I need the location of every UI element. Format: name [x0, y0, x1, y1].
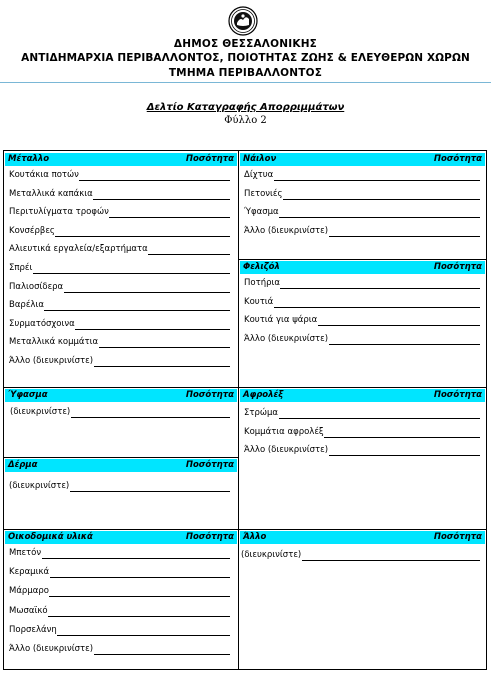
quantity-entry-line[interactable]: [274, 307, 480, 308]
item-label: Ύφασμα: [244, 207, 279, 217]
item-felizol-1: [244, 298, 480, 310]
row-divider: [238, 259, 486, 260]
item-felizol-3: [244, 335, 480, 347]
quantity-entry-line[interactable]: [318, 325, 480, 326]
quantity-entry-line[interactable]: [279, 217, 480, 218]
item-allo-0: [241, 551, 480, 563]
header-section: ΤΜΗΜΑ ΠΕΡΙΒΑΛΛΟΝΤΟΣ: [168, 67, 323, 79]
quantity-entry-line[interactable]: [94, 366, 230, 367]
section-header-building-materials: [5, 531, 237, 544]
item-yfasma-0: [10, 408, 230, 420]
item-metallo-9: [9, 338, 230, 350]
item-label: Άλλο (διευκρινίστε): [244, 225, 329, 236]
section-header-other: [240, 531, 485, 544]
item-label: Δίχτυα: [244, 170, 274, 180]
item-metallo-1: [9, 190, 230, 202]
item-afrolex-2: [244, 446, 480, 458]
item-metallo-7: [9, 301, 230, 313]
item-oikodomika-1: [9, 568, 230, 580]
quantity-entry-line[interactable]: [70, 491, 230, 492]
item-label: Περιτυλίγματα τροφών: [9, 207, 109, 218]
quantity-entry-line[interactable]: [57, 635, 230, 636]
quantity-entry-line[interactable]: [75, 329, 230, 330]
item-metallo-0: [9, 171, 230, 183]
item-label: Κεραμικά: [9, 567, 50, 578]
item-label: Κονσέρβες: [9, 225, 55, 236]
section-header-leather: [5, 459, 237, 472]
quantity-label: Ποσότητα: [433, 262, 482, 272]
quantity-entry-line[interactable]: [329, 455, 480, 456]
section-title: Δέρμα: [8, 460, 38, 470]
row-divider: [4, 529, 486, 530]
quantity-entry-line[interactable]: [99, 347, 230, 348]
item-label: Παλιοσίδερα: [9, 281, 64, 292]
item-label: Βαρέλια: [9, 300, 44, 311]
quantity-entry-line[interactable]: [109, 217, 230, 218]
quantity-entry-line[interactable]: [329, 344, 480, 345]
quantity-entry-line[interactable]: [280, 288, 480, 289]
quantity-entry-line[interactable]: [324, 437, 480, 438]
quantity-entry-line[interactable]: [64, 292, 230, 293]
quantity-entry-line[interactable]: [49, 596, 230, 597]
item-label: (διευκρινίστε): [241, 550, 302, 560]
row-divider: [4, 387, 486, 388]
item-label: Πορσελάνη: [9, 624, 57, 635]
quantity-entry-line[interactable]: [42, 558, 230, 559]
item-derma-0: [9, 482, 230, 494]
quantity-entry-line[interactable]: [79, 180, 230, 181]
item-label: Άλλο (διευκρινίστε): [9, 356, 94, 366]
section-title: Οικοδομικά υλικά: [8, 532, 93, 542]
item-label: Μεταλλικά κομμάτια: [9, 337, 99, 348]
item-nailon-0: [244, 171, 480, 183]
item-label: Κουτάκια ποτών: [9, 170, 79, 180]
section-title: Ύφασμα: [8, 390, 48, 400]
item-nailon-1: [244, 190, 480, 202]
item-metallo-5: [9, 264, 230, 276]
quantity-entry-line[interactable]: [148, 254, 230, 255]
item-oikodomika-0: [9, 549, 230, 561]
row-divider: [4, 457, 238, 458]
section-title: Αφρολέξ: [243, 390, 284, 400]
item-label: Πετονιές: [244, 188, 283, 199]
item-felizol-2: [244, 316, 480, 328]
section-title: Άλλο: [243, 532, 267, 542]
item-label: Ποτήρια: [244, 278, 280, 288]
item-label: Μπετόν: [9, 548, 42, 558]
item-label: (διευκρινίστε): [10, 407, 71, 417]
quantity-entry-line[interactable]: [33, 273, 230, 274]
item-label: Αλιευτικά εργαλεία/εξαρτήματα: [9, 244, 148, 255]
item-label: Συρματόσχοινα: [9, 318, 75, 329]
quantity-label: Ποσότητα: [185, 532, 234, 542]
header-department: ΑΝΤΙΔΗΜΑΡΧΙΑ ΠΕΡΙΒΑΛΛΟΝΤΟΣ, ΠΟΙΟΤΗΤΑΣ ΖΩΗΣ & ΕΛΕΥΘΕΡΩΝ ΧΩΡΩΝ: [21, 52, 470, 64]
item-metallo-10: [9, 357, 230, 369]
section-title: Μέταλλο: [8, 154, 50, 164]
item-label: (διευκρινίστε): [9, 481, 70, 491]
form-title: Δελτίο Καταγραφής Απορριμμάτων: [146, 102, 345, 113]
item-label: Μωσαϊκό: [9, 605, 48, 616]
quantity-entry-line[interactable]: [55, 236, 230, 237]
item-nailon-2: [244, 208, 480, 220]
item-label: Στρώμα: [244, 408, 279, 418]
quantity-entry-line[interactable]: [44, 310, 230, 311]
item-metallo-3: [9, 227, 230, 239]
quantity-label: Ποσότητα: [433, 532, 482, 542]
item-label: Κομμάτια αφρολέξ: [244, 426, 324, 437]
item-afrolex-0: [244, 409, 480, 421]
section-header-foam-rubber: [240, 389, 485, 402]
quantity-entry-line[interactable]: [302, 560, 480, 561]
column-divider: [238, 151, 239, 669]
quantity-entry-line[interactable]: [274, 180, 480, 181]
header-divider: [0, 82, 491, 83]
quantity-label: Ποσότητα: [185, 154, 234, 164]
item-afrolex-1: [244, 428, 480, 440]
quantity-entry-line[interactable]: [94, 654, 230, 655]
item-metallo-8: [9, 320, 230, 332]
item-label: Κουτιά: [244, 296, 274, 307]
quantity-label: Ποσότητα: [185, 390, 234, 400]
municipal-seal-icon: [228, 6, 258, 36]
item-nailon-3: [244, 227, 480, 239]
quantity-label: Ποσότητα: [185, 460, 234, 470]
waste-record-table: [3, 150, 487, 670]
item-label: Άλλο (διευκρινίστε): [244, 333, 329, 344]
section-title: Φελιζόλ: [243, 262, 280, 272]
section-title: Νάιλον: [243, 154, 277, 164]
quantity-entry-line[interactable]: [283, 199, 480, 200]
item-oikodomika-2: [9, 587, 230, 599]
item-metallo-6: [9, 283, 230, 295]
header-municipality: ΔΗΜΟΣ ΘΕΣΣΑΛΟΝΙΚΗΣ: [173, 38, 318, 50]
item-metallo-2: [9, 208, 230, 220]
section-header-fabric: [5, 389, 237, 402]
quantity-entry-line[interactable]: [329, 236, 480, 237]
item-oikodomika-3: [9, 607, 230, 619]
quantity-label: Ποσότητα: [433, 390, 482, 400]
item-label: Άλλο (διευκρινίστε): [244, 445, 329, 455]
quantity-entry-line[interactable]: [93, 199, 230, 200]
quantity-entry-line[interactable]: [279, 418, 480, 419]
item-oikodomika-5: [9, 645, 230, 657]
quantity-entry-line[interactable]: [48, 616, 230, 617]
item-metallo-4: [9, 245, 230, 257]
item-felizol-0: [244, 279, 480, 291]
item-oikodomika-4: [9, 626, 230, 638]
quantity-label: Ποσότητα: [433, 154, 482, 164]
quantity-entry-line[interactable]: [71, 417, 230, 418]
item-label: Άλλο (διευκρινίστε): [9, 644, 94, 654]
item-label: Μεταλλικά καπάκια: [9, 188, 93, 199]
quantity-entry-line[interactable]: [50, 577, 230, 578]
sheet-number: Φύλλο 2: [224, 115, 267, 126]
item-label: Κουτιά για ψάρια: [244, 315, 318, 325]
section-header-metal: [5, 153, 237, 166]
item-label: Μάρμαρο: [9, 586, 49, 597]
section-header-nylon: [240, 153, 485, 166]
section-header-styrofoam: [240, 261, 485, 274]
item-label: Σπρέι: [9, 263, 33, 273]
